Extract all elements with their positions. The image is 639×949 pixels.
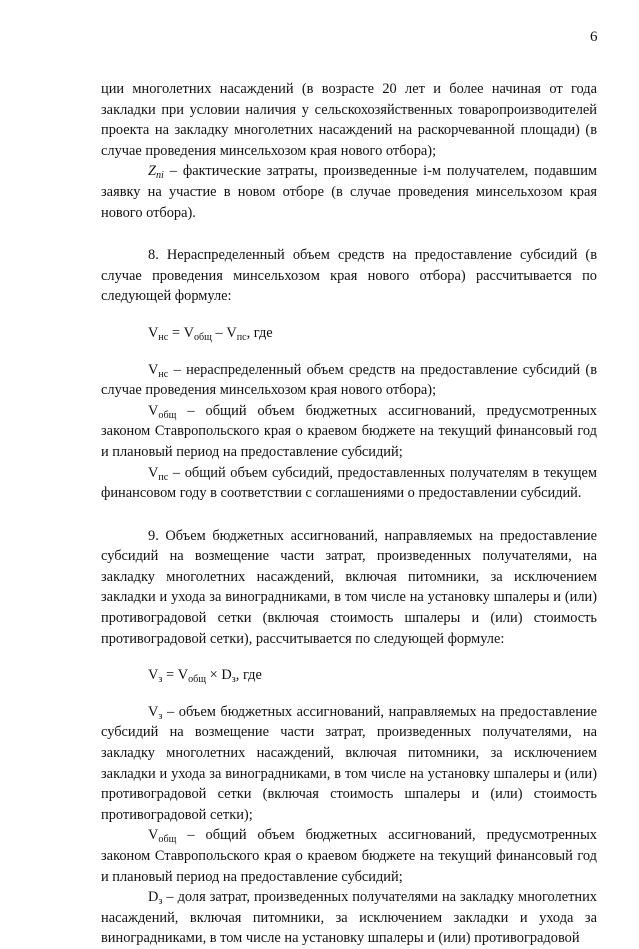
document-body xyxy=(101,79,597,949)
definition-v-pc xyxy=(101,463,597,504)
symbol-subscript: ni xyxy=(156,170,164,182)
symbol: V xyxy=(148,827,159,844)
definition-v-nc xyxy=(101,360,597,401)
formula-operand-a: V xyxy=(183,324,194,341)
formula-tail: , где xyxy=(246,324,273,341)
definition-z xyxy=(101,161,597,223)
symbol: V xyxy=(148,402,159,419)
formula-operator: – xyxy=(211,324,227,341)
symbol-subscript: общ xyxy=(158,409,177,421)
definition-v-total xyxy=(101,401,597,463)
formula-operand-a-subscript: общ xyxy=(194,331,212,343)
formula-lhs-subscript: з xyxy=(158,674,163,686)
spacer xyxy=(101,344,597,360)
definition-text: – нераспределенный объем средств на предоставление субсидий (в случае проведения минсельхозом края нового отбора); xyxy=(101,361,597,399)
spacer xyxy=(101,686,597,702)
formula-equals: = xyxy=(168,324,184,341)
formula-lhs-subscript: нс xyxy=(158,331,169,343)
formula-operand-b: D xyxy=(221,667,232,684)
formula-operator: × xyxy=(206,667,222,684)
definition-v-total-2 xyxy=(101,825,597,887)
formula-lhs: V xyxy=(148,324,159,341)
definition-text: – фактические затраты, произведенные i-м получателем, подавшим заявку на участие в новом отборе (в случае проведения минсельхозом края нового отбора). xyxy=(101,163,597,221)
clause-8: 8. Нераспределенный объем средств на предоставление субсидий (в случае проведения минсельхозом края нового отбора) рассчитывается по следующей формуле: xyxy=(101,247,597,305)
spacer xyxy=(101,307,597,323)
symbol: Z xyxy=(148,163,157,180)
formula-lhs: V xyxy=(148,667,159,684)
symbol-subscript: з xyxy=(158,710,163,722)
symbol: V xyxy=(148,361,159,378)
formula-1 xyxy=(101,323,597,344)
symbol: V xyxy=(148,703,159,720)
definition-d-z xyxy=(101,887,597,949)
spacer xyxy=(101,223,597,245)
definition-v-z xyxy=(101,702,597,826)
definition-text: – доля затрат, произведенных получателями на закладку многолетних насаждений, включая питомники, за исключением закладки и ухода за виноградниками, в том числе на установку шпалеры и (или) противоградовой xyxy=(101,889,597,947)
definition-text: – общий объем субсидий, предоставленных получателям в текущем финансовом году в соответствии с соглашениями о предоставлении субсидий. xyxy=(101,464,597,502)
formula-equals: = xyxy=(162,667,178,684)
symbol: D xyxy=(148,889,159,906)
formula-operand-a-subscript: общ xyxy=(188,674,207,686)
definition-text: – общий объем бюджетных ассигнований, предусмотренных законом Ставропольского края о краевом бюджете на текущий финансовый год и плановый период на предоставление субсидий; xyxy=(101,402,597,460)
symbol-subscript: пс xyxy=(158,471,169,483)
formula-operand-b-subscript: з xyxy=(231,674,236,686)
definition-text: – объем бюджетных ассигнований, направляемых на предоставление субсидий на возмещение части затрат, произведенных получателями, на закладку многолетних насаждений, включая питомники, за исключением закладки и ухода за виноградниками, в том числе на установку шпалеры и (или) противоградовой сетки (включая стоимость шпалеры и (или) стоимость противоградовой сетки); xyxy=(101,703,597,823)
formula-tail: , где xyxy=(235,667,262,684)
formula-operand-b: V xyxy=(226,324,237,341)
spacer xyxy=(101,504,597,526)
formula-2 xyxy=(101,665,597,686)
symbol-subscript: нс xyxy=(158,368,169,380)
symbol: V xyxy=(148,464,159,481)
formula-operand-a: V xyxy=(177,667,189,684)
spacer xyxy=(101,649,597,665)
definition-text: – общий объем бюджетных ассигнований, предусмотренных законом Ставропольского края о краевом бюджете на текущий финансовый год и плановый период на предоставление субсидий; xyxy=(101,827,597,885)
formula-operand-b-subscript: пс xyxy=(236,331,247,343)
page-number: 6 xyxy=(590,29,598,45)
symbol-subscript: з xyxy=(158,896,163,908)
paragraph-continuation: ции многолетних насаждений (в возрасте 20 лет и более начиная от года закладки при условии наличия у сельскохозяйственных товаропроизводителей проекта на закладку многолетних насаждений на раскорчеванной площади) (в случае проведения минсельхозом края нового отбора); xyxy=(101,81,597,159)
clause-9: 9. Объем бюджетных ассигнований, направляемых на предоставление субсидий на возмещение части затрат, произведенных получателями, на закладку многолетних насаждений, включая питомники, за исключением закладки и ухода за виноградниками, в том числе на установку шпалеры и (или) противоградовой сетки (включая стоимость шпалеры и (или) стоимость противоградовой сетки), рассчитывается по следующей формуле: xyxy=(101,527,597,647)
symbol-subscript: общ xyxy=(158,834,177,846)
